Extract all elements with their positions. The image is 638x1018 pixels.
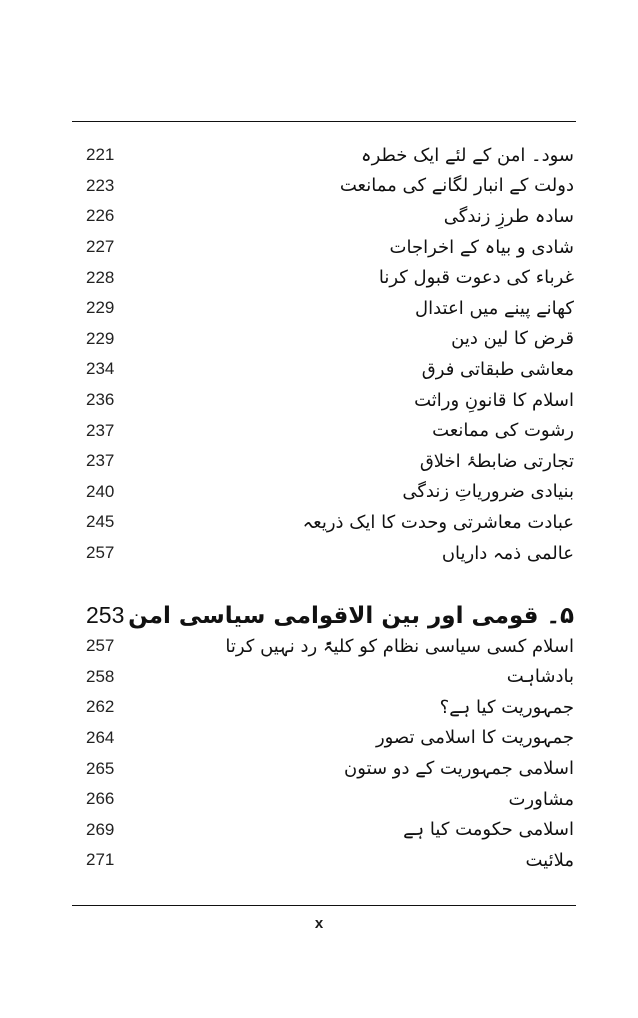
chapter-heading[interactable] <box>86 600 574 631</box>
toc-entry[interactable] <box>86 415 574 446</box>
toc-entry[interactable] <box>86 538 574 569</box>
page-number: 237 <box>86 451 115 471</box>
toc-entry[interactable] <box>86 477 574 508</box>
entry-title: جمہوریت کیا ہے؟ <box>439 696 574 718</box>
entry-title: جمہوریت کا اسلامی تصور <box>375 727 574 749</box>
toc-entry[interactable] <box>86 662 574 693</box>
page-number: 221 <box>86 145 115 165</box>
page-number: 228 <box>86 267 115 287</box>
entry-title: دولت کے انبار لگانے کی ممانعت <box>339 175 574 197</box>
entry-title: اسلام کا قانونِ وراثت <box>414 389 574 411</box>
entry-title: کھانے پینے میں اعتدال <box>415 297 574 319</box>
entry-title: بنیادی ضروریاتِ زندگی <box>402 481 574 503</box>
page-number: 236 <box>86 390 115 410</box>
entry-title: ملائیت <box>525 849 574 871</box>
entry-title: تجارتی ضابطۂ اخلاق <box>419 450 574 472</box>
toc-entry[interactable] <box>86 692 574 723</box>
toc-entry[interactable] <box>86 201 574 232</box>
table-of-contents <box>86 140 574 876</box>
page-number: 223 <box>86 175 115 195</box>
page-number: 229 <box>86 298 115 318</box>
page-number: 226 <box>86 206 115 226</box>
toc-entry[interactable] <box>86 324 574 355</box>
section-gap <box>86 568 574 600</box>
toc-entry[interactable] <box>86 171 574 202</box>
entry-title: اسلام کسی سیاسی نظام کو کلیۃً رد نہیں کرتا <box>225 635 574 657</box>
entry-title: معاشی طبقاتی فرق <box>421 358 574 380</box>
toc-entry[interactable] <box>86 753 574 784</box>
entry-title: غرباء کی دعوت قبول کرنا <box>378 267 574 289</box>
page-number: 269 <box>86 819 115 839</box>
page-number: 257 <box>86 636 115 656</box>
toc-entry[interactable] <box>86 140 574 171</box>
toc-entry[interactable] <box>86 631 574 662</box>
entry-title: سادہ طرزِ زندگی <box>443 205 574 227</box>
page-number: 265 <box>86 758 115 778</box>
entry-title: سود۔ امن کے لئے ایک خطرہ <box>361 144 574 166</box>
page-number: 262 <box>86 697 115 717</box>
page-number: 234 <box>86 359 115 379</box>
page-number: 229 <box>86 328 115 348</box>
page-number: 257 <box>86 543 115 563</box>
section-1-list <box>86 140 574 568</box>
entry-title: اسلامی جمہوریت کے دو ستون <box>344 758 574 780</box>
top-rule <box>72 121 576 122</box>
entry-title: رشوت کی ممانعت <box>432 420 574 442</box>
page-number: 240 <box>86 481 115 501</box>
page-number: 245 <box>86 512 115 532</box>
section-2-list <box>86 631 574 876</box>
page-folio: x <box>314 915 324 932</box>
page-number: 227 <box>86 237 115 257</box>
entry-title: اسلامی حکومت کیا ہے <box>403 819 574 841</box>
bottom-rule <box>72 905 576 906</box>
toc-entry[interactable] <box>86 784 574 815</box>
toc-entry[interactable] <box>86 845 574 876</box>
page-number: 264 <box>86 727 115 747</box>
toc-entry[interactable] <box>86 385 574 416</box>
toc-entry[interactable] <box>86 232 574 263</box>
chapter-title: ۵۔ قومی اور بین الاقوامی سیاسی امن <box>128 602 574 629</box>
entry-title: قرض کا لین دین <box>451 328 574 350</box>
page-number: 266 <box>86 789 115 809</box>
page-number: 237 <box>86 420 115 440</box>
entry-title: عالمی ذمہ داریاں <box>441 542 574 564</box>
toc-entry[interactable] <box>86 723 574 754</box>
entry-title: عبادت معاشرتی وحدت کا ایک ذریعہ <box>302 511 574 533</box>
entry-title: بادشاہت <box>506 666 574 688</box>
toc-entry[interactable] <box>86 262 574 293</box>
toc-entry[interactable] <box>86 814 574 845</box>
page-number: 258 <box>86 666 115 686</box>
toc-entry[interactable] <box>86 293 574 324</box>
toc-entry[interactable] <box>86 507 574 538</box>
entry-title: شادی و بیاہ کے اخراجات <box>389 236 574 258</box>
chapter-page-number: 253 <box>86 602 125 629</box>
toc-entry[interactable] <box>86 446 574 477</box>
page-number: 271 <box>86 850 115 870</box>
toc-entry[interactable] <box>86 354 574 385</box>
entry-title: مشاورت <box>508 788 574 810</box>
